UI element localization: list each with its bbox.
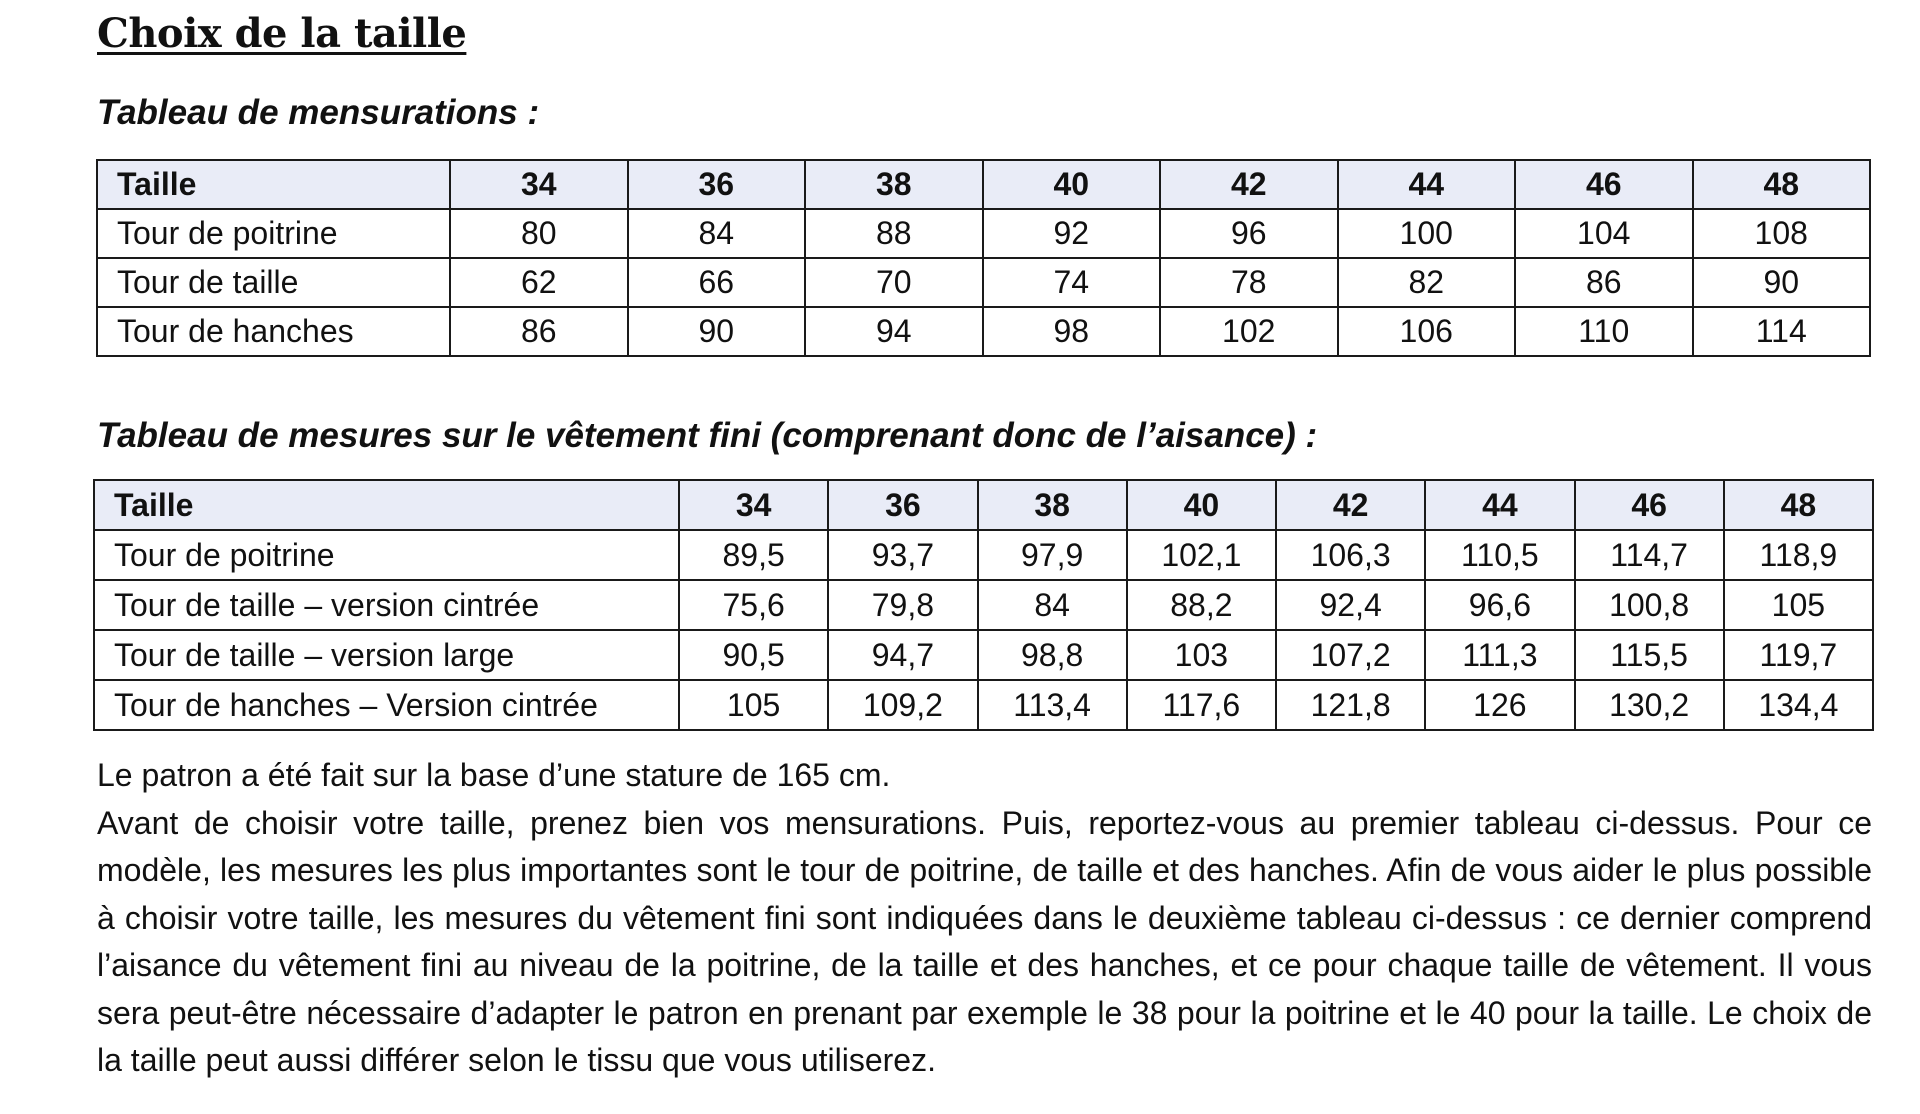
table-cell: 100 bbox=[1338, 209, 1516, 258]
size-header: 36 bbox=[828, 480, 977, 530]
table-cell: 118,9 bbox=[1724, 530, 1873, 580]
row-label: Tour de hanches bbox=[97, 307, 450, 356]
table-cell: 106 bbox=[1338, 307, 1516, 356]
table-cell: 96,6 bbox=[1425, 580, 1574, 630]
table-cell: 111,3 bbox=[1425, 630, 1574, 680]
table-cell: 89,5 bbox=[679, 530, 828, 580]
size-header: 44 bbox=[1338, 160, 1516, 209]
size-header-label: Taille bbox=[97, 160, 450, 209]
row-label: Tour de poitrine bbox=[97, 209, 450, 258]
size-header: 42 bbox=[1160, 160, 1338, 209]
table-cell: 110,5 bbox=[1425, 530, 1574, 580]
table-cell: 78 bbox=[1160, 258, 1338, 307]
finished-garment-table bbox=[93, 479, 1874, 731]
page-title: Choix de la taille bbox=[97, 10, 467, 57]
row-label: Tour de taille – version cintrée bbox=[94, 580, 679, 630]
measurements-table-title: Tableau de mensurations : bbox=[97, 93, 540, 132]
table-row bbox=[94, 580, 1873, 630]
table-row bbox=[94, 530, 1873, 580]
table-cell: 114 bbox=[1693, 307, 1871, 356]
row-label: Tour de taille – version large bbox=[94, 630, 679, 680]
row-label: Tour de taille bbox=[97, 258, 450, 307]
size-header-label: Taille bbox=[94, 480, 679, 530]
table-cell: 94,7 bbox=[828, 630, 977, 680]
size-header: 40 bbox=[983, 160, 1161, 209]
table-cell: 109,2 bbox=[828, 680, 977, 730]
table-cell: 90 bbox=[628, 307, 806, 356]
measurements-table bbox=[96, 159, 1871, 357]
size-header: 38 bbox=[978, 480, 1127, 530]
table-cell: 130,2 bbox=[1575, 680, 1724, 730]
instructions-text bbox=[97, 752, 1872, 1085]
size-header: 40 bbox=[1127, 480, 1276, 530]
table-cell: 79,8 bbox=[828, 580, 977, 630]
size-header: 34 bbox=[679, 480, 828, 530]
table-cell: 106,3 bbox=[1276, 530, 1425, 580]
size-header: 34 bbox=[450, 160, 628, 209]
table-cell: 90 bbox=[1693, 258, 1871, 307]
table-cell: 70 bbox=[805, 258, 983, 307]
table-cell: 97,9 bbox=[978, 530, 1127, 580]
table-cell: 105 bbox=[679, 680, 828, 730]
table-cell: 117,6 bbox=[1127, 680, 1276, 730]
table-header-row bbox=[94, 480, 1873, 530]
table-cell: 105 bbox=[1724, 580, 1873, 630]
row-label: Tour de poitrine bbox=[94, 530, 679, 580]
size-header: 48 bbox=[1693, 160, 1871, 209]
table-cell: 103 bbox=[1127, 630, 1276, 680]
table-cell: 96 bbox=[1160, 209, 1338, 258]
table-cell: 88,2 bbox=[1127, 580, 1276, 630]
table-cell: 74 bbox=[983, 258, 1161, 307]
row-label: Tour de hanches – Version cintrée bbox=[94, 680, 679, 730]
table-cell: 94 bbox=[805, 307, 983, 356]
table-cell: 100,8 bbox=[1575, 580, 1724, 630]
table-cell: 84 bbox=[628, 209, 806, 258]
table-cell: 134,4 bbox=[1724, 680, 1873, 730]
table-cell: 86 bbox=[1515, 258, 1693, 307]
table-row bbox=[97, 209, 1870, 258]
table-cell: 93,7 bbox=[828, 530, 977, 580]
table-cell: 98 bbox=[983, 307, 1161, 356]
table-header-row bbox=[97, 160, 1870, 209]
table-cell: 108 bbox=[1693, 209, 1871, 258]
size-header: 46 bbox=[1515, 160, 1693, 209]
finished-garment-table-title: Tableau de mesures sur le vêtement fini (comprenant donc de l’aisance) : bbox=[97, 416, 1318, 455]
table-cell: 107,2 bbox=[1276, 630, 1425, 680]
table-cell: 102 bbox=[1160, 307, 1338, 356]
table-row bbox=[97, 258, 1870, 307]
table-row bbox=[94, 680, 1873, 730]
table-row bbox=[94, 630, 1873, 680]
size-header: 38 bbox=[805, 160, 983, 209]
table-cell: 126 bbox=[1425, 680, 1574, 730]
table-cell: 110 bbox=[1515, 307, 1693, 356]
table-cell: 114,7 bbox=[1575, 530, 1724, 580]
size-header: 42 bbox=[1276, 480, 1425, 530]
table-cell: 80 bbox=[450, 209, 628, 258]
table-row bbox=[97, 307, 1870, 356]
size-header: 44 bbox=[1425, 480, 1574, 530]
table-cell: 92 bbox=[983, 209, 1161, 258]
table-cell: 62 bbox=[450, 258, 628, 307]
size-advice-paragraph: Avant de choisir votre taille, prenez bien vos mensurations. Puis, reportez-vous au premier tableau ci-dessus. Pour ce modèle, les mesures les plus importantes sont le tour de poitrine, de taille et des hanches. Afin de vous aider le plus possible à choisir votre taille, les mesures du vêtement fini sont indiquées dans le deuxième tableau ci-dessus : ce dernier comprend l’aisance du vêtement fini au niveau de la poitrine, de la taille et des hanches, et ce pour chaque taille de vêtement. Il vous sera peut-être nécessaire d’adapter le patron en prenant par exemple le 38 pour la poitrine et le 40 pour la taille. Le choix de la taille peut aussi différer selon le tissu que vous utiliserez. bbox=[97, 804, 1872, 1078]
table-cell: 66 bbox=[628, 258, 806, 307]
table-cell: 113,4 bbox=[978, 680, 1127, 730]
table-cell: 88 bbox=[805, 209, 983, 258]
size-header: 36 bbox=[628, 160, 806, 209]
size-header: 46 bbox=[1575, 480, 1724, 530]
table-cell: 75,6 bbox=[679, 580, 828, 630]
table-cell: 84 bbox=[978, 580, 1127, 630]
table-cell: 121,8 bbox=[1276, 680, 1425, 730]
table-cell: 115,5 bbox=[1575, 630, 1724, 680]
table-cell: 119,7 bbox=[1724, 630, 1873, 680]
size-header: 48 bbox=[1724, 480, 1873, 530]
table-cell: 104 bbox=[1515, 209, 1693, 258]
table-cell: 92,4 bbox=[1276, 580, 1425, 630]
table-cell: 86 bbox=[450, 307, 628, 356]
table-cell: 82 bbox=[1338, 258, 1516, 307]
table-cell: 90,5 bbox=[679, 630, 828, 680]
table-cell: 98,8 bbox=[978, 630, 1127, 680]
stature-note: Le patron a été fait sur la base d’une stature de 165 cm. bbox=[97, 757, 891, 793]
table-cell: 102,1 bbox=[1127, 530, 1276, 580]
